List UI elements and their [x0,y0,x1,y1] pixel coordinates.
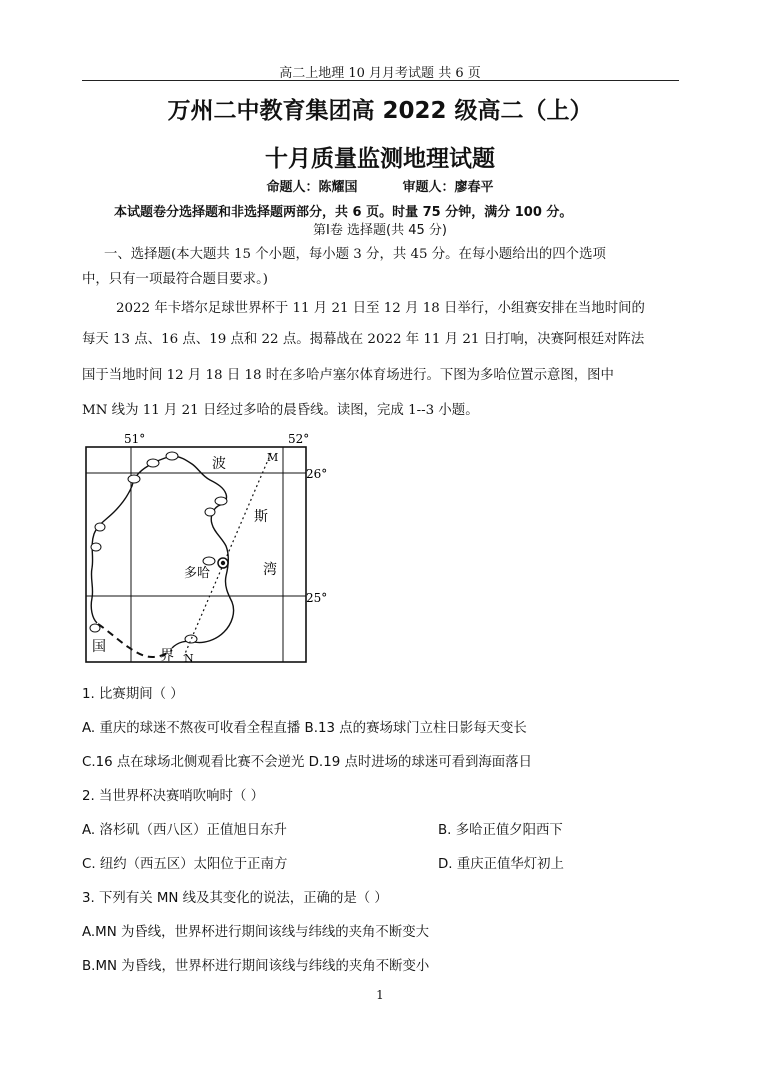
border-label-char: 界 [160,648,174,664]
instructions-line1: 一、选择题(本大题共 15 个小题，每小题 3 分，共 45 分。在每小题给出的四个选项 [104,247,606,262]
setter-name: 命题人：陈耀国 [266,180,358,195]
point-m-label: M [267,451,279,464]
passage-line: 2022 年卡塔尔足球世界杯于 11 月 21 日至 12 月 18 日举行，小组赛安排在当地时间的 [116,301,645,316]
coastal-island-mark [147,459,159,467]
sea-label-char: 波 [212,456,226,472]
passage-line: 国于当地时间 12 月 18 日 18 时在多哈卢塞尔体育场进行。下图为多哈位置示意图，图中 [82,368,614,383]
sea-label-char: 湾 [263,562,277,578]
doha-location-map [78,428,338,670]
coastal-island-mark [91,543,101,551]
reviewer-name: 审题人：廖春平 [402,180,494,195]
instructions-line2: 中，只有一项最符合题目要求。) [82,272,268,287]
coastal-island-mark [203,557,215,565]
terminator-line-mn [184,453,271,656]
page-number: 1 [376,988,384,1002]
coastal-island-mark [205,508,215,516]
coastal-island-mark [215,497,227,505]
coastal-island-mark [128,475,140,483]
question-stem: 1. 比赛期间（ ） [82,687,184,702]
question-option: A.MN 为昏线，世界杯进行期间该线与纬线的夹角不断变大 [82,925,429,940]
question-option: B. 多哈正值夕阳西下 [438,823,563,838]
authors-line [0,176,760,195]
header-divider [82,80,679,81]
passage-line: 每天 13 点、16 点、19 点和 22 点。揭幕战在 2022 年 11 月 21 日打响，决赛阿根廷对阵法 [82,332,645,347]
doha-marker-dot [221,561,225,565]
question-option: C. 纽约（西五区）太阳位于正南方 [82,857,288,872]
question-option: A. 重庆的球迷不熬夜可收看全程直播 B.13 点的赛场球门立柱日影每天变长 [82,721,527,736]
exam-title-line2: 十月质量监测地理试题 [265,146,495,172]
border-label-char: 国 [92,639,106,655]
lat-25-label: 25° [306,591,328,605]
coastal-island-mark [95,523,105,531]
part-heading: 第Ⅰ卷 选择题(共 45 分) [313,223,447,238]
lon-51-label: 51° [124,432,146,446]
lat-26-label: 26° [306,467,328,481]
question-stem: 3. 下列有关 MN 线及其变化的说法，正确的是（ ） [82,891,388,906]
question-stem: 2. 当世界杯决赛哨吹响时（ ） [82,789,264,804]
question-option: A. 洛杉矶（西八区）正值旭日东升 [82,823,287,838]
question-option: B.MN 为昏线，世界杯进行期间该线与纬线的夹角不断变小 [82,959,430,974]
coastal-island-mark [185,635,197,643]
point-n-label: N [184,652,194,665]
map-frame [86,447,306,662]
running-header: 高二上地理 10 月月考试题 共 6 页 [279,66,481,81]
question-option: C.16 点在球场北侧观看比赛不会逆光 D.19 点时进场的球迷可看到海面落日 [82,755,532,770]
passage-line: MN 线为 11 月 21 日经过多哈的晨昏线。读图，完成 1--3 小题。 [82,403,479,418]
lon-52-label: 52° [288,432,310,446]
doha-label: 多哈 [184,566,211,581]
qatar-coastline [91,456,233,648]
exam-title-line1: 万州二中教育集团高 2022 级高二（上） [167,98,593,124]
sea-label-char: 斯 [254,509,268,525]
question-option: D. 重庆正值华灯初上 [438,857,564,872]
exam-notice: 本试题卷分选择题和非选择题两部分，共 6 页。时量 75 分钟，满分 100 分。 [114,205,573,220]
coastal-island-mark [166,452,178,460]
